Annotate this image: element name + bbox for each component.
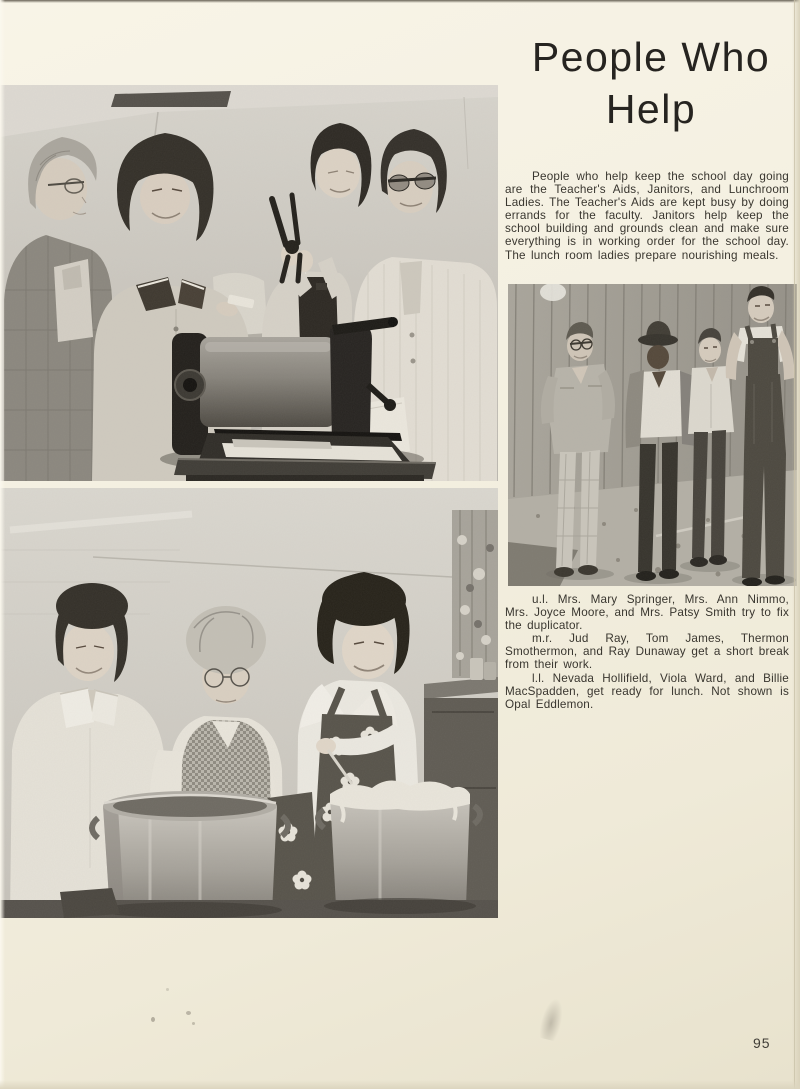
lunchroom-photo [0,488,498,918]
page-number: 95 [753,1035,771,1051]
janitors-photo [508,284,797,586]
caption-upper-left: u.l. Mrs. Mary Springer, Mrs. Ann Nimmo, Mrs. Joyce Moore, and Mrs. Patsy Smith try to fix the duplicator. [505,593,789,633]
lunchroom-photo-illustration [0,488,498,918]
page-edge-highlight-left [0,0,5,1089]
scan-speck [166,988,169,991]
caption-lower-left: l.l. Nevada Hollifield, Viola Ward, and Billie MacSpadden, get ready for lunch. Not shown is Opal Eddlemon. [505,671,789,711]
duplicator-photo-illustration [0,85,498,481]
page-title [502,31,800,135]
page-edge-line-right [794,0,795,1089]
page-edge-shadow-bottom [0,1080,800,1089]
ink-smudge [537,996,567,1042]
page-title-line2: Help [605,86,697,132]
page-title-line1: People Who [531,34,771,80]
janitors-photo-illustration [508,284,797,586]
photo-captions [505,593,789,711]
duplicator-photo [0,85,498,481]
intro-paragraph: People who help keep the school day going are the Teacher's Aids, Janitors, and Lunchroom Ladies. The Teacher's Aids are kept busy by doing errands for the faculty. Janitors help keep the school building and grounds clean and make sure everything is in working order for the school day. The lunch room ladies prepare nourishing meals. [505,170,789,262]
caption-middle-right: m.r. Jud Ray, Tom James, Thermon Smothermon, and Ray Dunaway get a short break from their work. [505,632,789,672]
scan-speck [186,1011,191,1015]
scan-speck [192,1022,195,1025]
scan-speck [151,1017,155,1022]
page-edge-shadow-top [0,0,800,3]
